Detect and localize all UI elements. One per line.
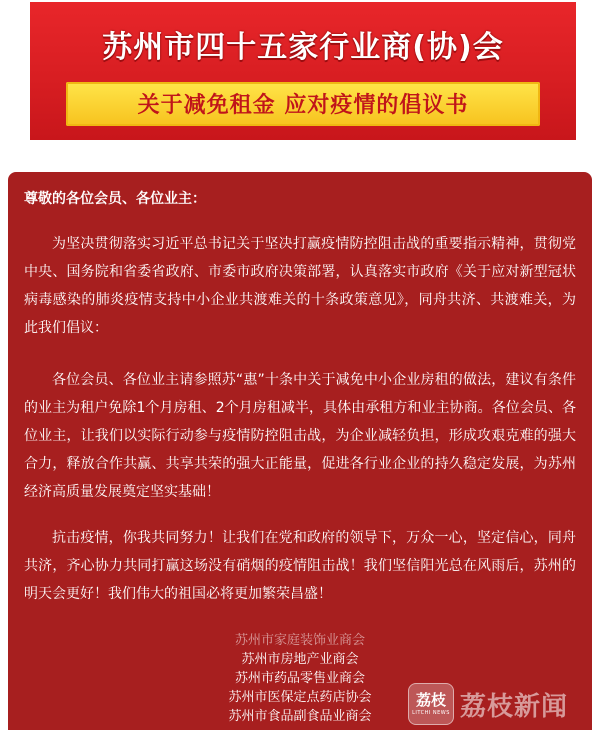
organization-item: 苏州市医保定点药店协会 bbox=[228, 690, 372, 705]
organization-item: 苏州市家庭装饰业商会 bbox=[234, 633, 365, 648]
banner-title: 苏州市四十五家行业商(协)会 bbox=[102, 30, 504, 65]
logo-subtext: LITCHI NEWS bbox=[412, 709, 450, 716]
organization-item: 苏州市食品副食品业商会 bbox=[228, 709, 372, 724]
header-banner bbox=[30, 2, 576, 140]
organization-item: 苏州市房地产业商会 bbox=[241, 652, 359, 667]
letter-paragraph-1: 为坚决贯彻落实习近平总书记关于坚决打赢疫情防控阻击战的重要指示精神，贯彻党中央、国务院和省委省政府、市委市政府决策部署，认真落实市政府《关于应对新型冠状病毒感染的肺炎疫情支持中小企业共渡难关的十条政策意见》，同舟共济、共渡难关，为此我们倡议： bbox=[24, 236, 576, 336]
litchi-news-watermark bbox=[408, 684, 598, 724]
organization-item: 苏州市药品零售业商会 bbox=[234, 671, 365, 686]
banner-subtitle-box bbox=[66, 82, 540, 126]
banner-subtitle: 关于减免租金 应对疫情的倡议书 bbox=[137, 93, 469, 118]
logo-text: 荔枝 bbox=[415, 690, 446, 709]
letter-paragraph-3: 抗击疫情，你我共同努力！让我们在党和政府的领导下，万众一心，坚定信心，同舟共济，齐心协力共同打赢这场没有硝烟的疫情阻击战！我们坚信阳光总在风雨后，苏州的明天会更好！我们伟大的祖国必将更加繁荣昌盛！ bbox=[24, 530, 576, 602]
letter-paragraph-2: 各位会员、各位业主请参照苏“惠”十条中关于减免中小企业房租的做法，建议有条件的业主为租户免除1个月房租、2个月房租减半，具体由承租方和业主协商。各位会员、各位业主，让我们以实际行动参与疫情防控阻击战，为企业减轻负担，形成攻艰克难的强大合力，释放合作共赢、共享共荣的强大正能量，促进各行业企业的持久稳定发展，为苏州经济高质量发展奠定坚实基础！ bbox=[24, 372, 576, 500]
letter-greeting: 尊敬的各位会员、各位业主： bbox=[24, 191, 206, 207]
litchi-news-logo-icon bbox=[408, 683, 454, 725]
watermark-text: 荔枝新闻 bbox=[460, 691, 569, 722]
letter-panel bbox=[8, 172, 592, 730]
